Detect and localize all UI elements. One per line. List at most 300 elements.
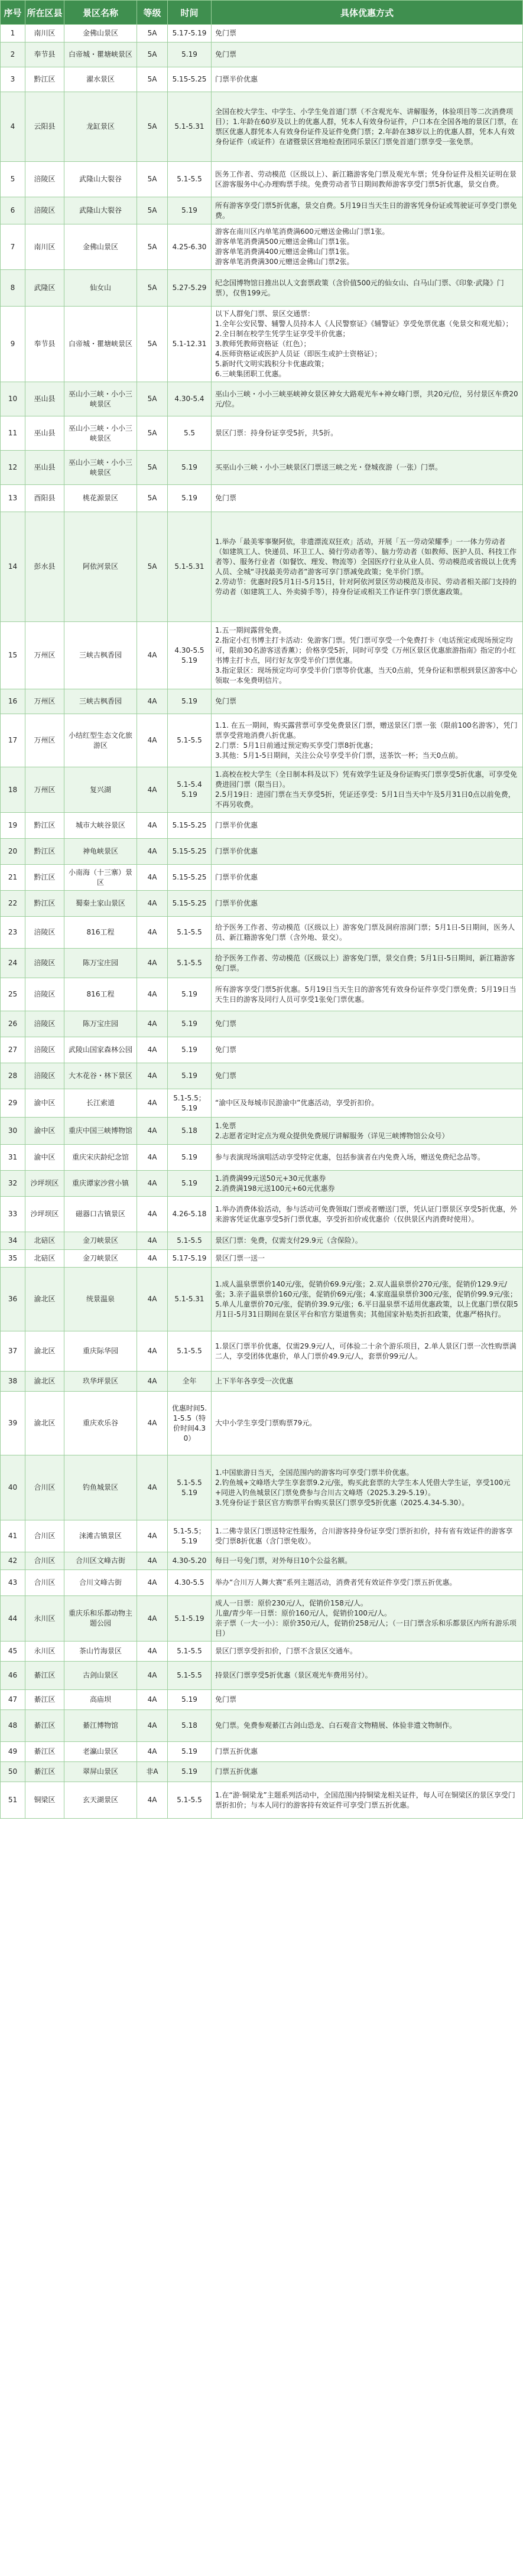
header-district: 所在区县 [25, 1, 64, 25]
cell-scenic-name: 武陵山国家森林公园 [64, 1037, 137, 1063]
cell-discount-detail: 门票半价优惠 [212, 67, 523, 92]
table-row [1, 865, 523, 891]
cell-no: 47 [1, 1690, 25, 1710]
cell-scenic-name: 重庆中国三峡博物馆 [64, 1118, 137, 1145]
cell-time: 5.19 [168, 1063, 212, 1089]
cell-time: 4.30-5.5 5.19 [168, 622, 212, 689]
cell-discount-detail: 买巫山小三峡・小小三峡景区门票送三峡之光・登城夜游（一张）门票。 [212, 451, 523, 485]
header-scenic-name: 景区名称 [64, 1, 137, 25]
cell-time: 5.5 [168, 416, 212, 451]
cell-level: 5A [137, 307, 168, 382]
cell-discount-detail: 1.在“游·铜梁龙”主题系列活动中，全国范围内持铜梁龙相关证件，每人可在铜梁区的景区享受门票折扣价；与本人同行的游客持有效证件可享受门票五折优惠。 [212, 1782, 523, 1819]
cell-level: 5A [137, 512, 168, 622]
cell-district: 渝北区 [25, 1331, 64, 1372]
cell-discount-detail: 免门票。免费参观綦江古剑山恐龙、白石观音文物精展、体验非遗文物制作。 [212, 1710, 523, 1742]
cell-level: 4A [137, 1662, 168, 1690]
cell-time: 5.1-5.5 [168, 1642, 212, 1662]
cell-scenic-name: 涞滩古镇景区 [64, 1520, 137, 1552]
cell-scenic-name: 金刀峡景区 [64, 1232, 137, 1250]
cell-discount-detail: 给予医务工作者、劳动模范（区级以上）游客免门票，景交自费；5月1日-5日期间，新江籍游客免门票。 [212, 949, 523, 978]
cell-scenic-name: 小南海（十三寨）景区 [64, 865, 137, 891]
cell-no: 51 [1, 1782, 25, 1819]
cell-discount-detail: 免门票 [212, 485, 523, 512]
cell-level: 4A [137, 1690, 168, 1710]
cell-scenic-name: 长江索道 [64, 1089, 137, 1118]
cell-no: 12 [1, 451, 25, 485]
cell-level: 4A [137, 1331, 168, 1372]
cell-scenic-name: 巫山小三峡・小小三峡景区 [64, 416, 137, 451]
cell-discount-detail: 景区门票：持身份证享受5折，共5折。 [212, 416, 523, 451]
cell-discount-detail: 巫山小三峡・小小三峡巫峡神女景区神女大路观光车+神女峰门票，共20元/位，另付景区车费20元/位。 [212, 382, 523, 416]
cell-district: 北碚区 [25, 1250, 64, 1268]
cell-discount-detail: 1.中国旅游日当天，全国范围内的游客均可享受门票半价优惠。 2.钓鱼城+文峰塔大学生享套票9.2元/张，购买此套票的大学生本人凭借大学生证，享受100元+同进入钓鱼城景区门票免费参与合川古文峰塔（2025.3.29-5.19）。 3.凭身份证于景区官方购票平台购买景区门票享受5折优惠（2025.4.34-5.30）。 [212, 1455, 523, 1520]
table-row [1, 67, 523, 92]
cell-no: 9 [1, 307, 25, 382]
header-level: 等级 [137, 1, 168, 25]
cell-no: 48 [1, 1710, 25, 1742]
cell-time: 5.15-5.25 [168, 813, 212, 839]
cell-time: 5.19 [168, 451, 212, 485]
table-row [1, 949, 523, 978]
cell-district: 綦江区 [25, 1690, 64, 1710]
cell-no: 26 [1, 1011, 25, 1037]
cell-level: 5A [137, 197, 168, 224]
cell-discount-detail: 全国在校大学生、中学生、小学生免首道门票（不含观光车、讲解服务，体验项目等二次消费项目）；1.年龄在60岁及以上的优惠人群，凭本人有效身份证件，户口本在全国各地的景区门票，在票区优惠人群凭本人有效身份证件及证件免费门票；2.年龄在38岁以上的优惠人群，凭本人有效身份证件（或证件）在诸暨景区营地检查团同乐景区门票免首道门票享受一张免票。 [212, 92, 523, 162]
cell-district: 合川区 [25, 1570, 64, 1596]
cell-discount-detail: “渝中区及每城市民游渝中”优惠活动，享受折扣价。 [212, 1089, 523, 1118]
cell-level: 5A [137, 224, 168, 270]
table-row [1, 1552, 523, 1570]
table-row [1, 197, 523, 224]
cell-scenic-name: 重庆际华园 [64, 1331, 137, 1372]
table-row [1, 714, 523, 767]
cell-discount-detail: 上下半年各享受一次优惠 [212, 1372, 523, 1392]
table-row [1, 25, 523, 43]
table-row [1, 1455, 523, 1520]
cell-level: 4A [137, 1197, 168, 1232]
cell-time: 5.17-5.19 [168, 1250, 212, 1268]
cell-time: 5.19 [168, 1171, 212, 1197]
table-row [1, 1250, 523, 1268]
cell-district: 合川区 [25, 1520, 64, 1552]
cell-discount-detail: 免门票 [212, 1037, 523, 1063]
cell-time: 全年 [168, 1372, 212, 1392]
cell-discount-detail: 门票半价优惠 [212, 865, 523, 891]
cell-scenic-name: 合川文峰古街 [64, 1570, 137, 1596]
table-row [1, 813, 523, 839]
cell-district: 彭水县 [25, 512, 64, 622]
cell-district: 黔江区 [25, 839, 64, 865]
cell-time: 5.1-5.5 [168, 949, 212, 978]
cell-discount-detail: 给予医务工作者、劳动模范（区级以上）游客免门票及洞府溶洞门票；5月1日-5日期间，医务人员、新江籍游客免门票（含外地、景交）。 [212, 917, 523, 949]
table-row [1, 1011, 523, 1037]
cell-time: 5.19 [168, 43, 212, 67]
cell-district: 永川区 [25, 1642, 64, 1662]
cell-time: 5.1-5.5 [168, 1232, 212, 1250]
cell-time: 5.1-5.5 [168, 714, 212, 767]
cell-district: 綦江区 [25, 1762, 64, 1782]
cell-level: 5A [137, 67, 168, 92]
cell-scenic-name: 陈万宝庄园 [64, 949, 137, 978]
cell-level: 4A [137, 1570, 168, 1596]
table-row [1, 1596, 523, 1642]
cell-no: 17 [1, 714, 25, 767]
cell-no: 42 [1, 1552, 25, 1570]
cell-time: 5.1-5.31 [168, 92, 212, 162]
cell-time: 5.19 [168, 1762, 212, 1782]
cell-scenic-name: 三峡古枫香园 [64, 622, 137, 689]
cell-district: 涪陵区 [25, 978, 64, 1011]
cell-scenic-name: 复兴湖 [64, 767, 137, 813]
cell-discount-detail: 所有游客享受门票5折优惠。5月19日当天生日的游客凭有效身份证件享受门票免费；5月19日当天生日的游客及同行人员可享受1张免门票优惠。 [212, 978, 523, 1011]
table-row [1, 1392, 523, 1455]
cell-no: 23 [1, 917, 25, 949]
cell-no: 22 [1, 891, 25, 917]
cell-district: 合川区 [25, 1552, 64, 1570]
cell-time: 5.15-5.25 [168, 891, 212, 917]
cell-level: 5A [137, 485, 168, 512]
cell-scenic-name: 白帝城・瞿塘峡景区 [64, 43, 137, 67]
cell-discount-detail: 1.1. 在五一期间，购买露营票可享受免费景区门票，赠送景区门票一张（限前100名游客），凭门票享受营地消费八折优惠。 2.门票：5月1日前通过预定购买享受门票8折优惠； 3.其他：5月1-5日期间，关注公众号享受半价门票，送茶饮一杯；当天0点前。 [212, 714, 523, 767]
table-row [1, 224, 523, 270]
table-row [1, 767, 523, 813]
table-row [1, 512, 523, 622]
cell-no: 45 [1, 1642, 25, 1662]
table-row [1, 1520, 523, 1552]
cell-level: 4A [137, 1782, 168, 1819]
cell-time: 5.19 [168, 1011, 212, 1037]
cell-no: 4 [1, 92, 25, 162]
cell-no: 3 [1, 67, 25, 92]
cell-district: 涪陵区 [25, 1011, 64, 1037]
cell-scenic-name: 重庆欢乐谷 [64, 1392, 137, 1455]
cell-discount-detail: 门票半价优惠 [212, 891, 523, 917]
cell-time: 5.1-5.5 [168, 1782, 212, 1819]
cell-time: 4.30-5.20 [168, 1552, 212, 1570]
cell-scenic-name: 金刀峡景区 [64, 1250, 137, 1268]
cell-time: 5.19 [168, 1145, 212, 1171]
cell-no: 10 [1, 382, 25, 416]
cell-scenic-name: 816工程 [64, 917, 137, 949]
cell-level: 4A [137, 1089, 168, 1118]
cell-no: 2 [1, 43, 25, 67]
cell-district: 綦江区 [25, 1742, 64, 1762]
cell-level: 4A [137, 1118, 168, 1145]
cell-scenic-name: 武隆山大裂谷 [64, 197, 137, 224]
cell-scenic-name: 金佛山景区 [64, 224, 137, 270]
cell-scenic-name: 高庙坝 [64, 1690, 137, 1710]
cell-no: 41 [1, 1520, 25, 1552]
cell-level: 4A [137, 1145, 168, 1171]
table-row [1, 162, 523, 197]
cell-district: 万州区 [25, 689, 64, 714]
cell-time: 5.18 [168, 1118, 212, 1145]
cell-discount-detail: 参与表演现场演唱活动享受特定优惠，包括参演者在内免费入场，赠送免费纪念品等。 [212, 1145, 523, 1171]
cell-district: 巫山县 [25, 382, 64, 416]
table-row [1, 1570, 523, 1596]
cell-level: 4A [137, 1742, 168, 1762]
cell-discount-detail: 1.消费满99元送50元+30元优惠券 2.消费满198元送100元+60元优惠券 [212, 1171, 523, 1197]
cell-district: 万州区 [25, 714, 64, 767]
cell-level: 4A [137, 1552, 168, 1570]
cell-district: 黔江区 [25, 891, 64, 917]
cell-discount-detail: 医务工作者、劳动模范（区级以上）、新江籍游客免门票及观光车票；凭身份证件及相关证明在景区游客服务中心办理购票手续。免费劳动者节日期间教师游客享受门票5折优惠，景交自费。 [212, 162, 523, 197]
table-header-row [1, 1, 523, 25]
cell-discount-detail: 门票五折优惠 [212, 1742, 523, 1762]
cell-district: 南川区 [25, 25, 64, 43]
table-row [1, 1037, 523, 1063]
cell-no: 50 [1, 1762, 25, 1782]
cell-level: 5A [137, 43, 168, 67]
cell-scenic-name: 816工程 [64, 978, 137, 1011]
cell-district: 渝中区 [25, 1118, 64, 1145]
cell-time: 4.30-5.5 [168, 1570, 212, 1596]
cell-no: 36 [1, 1268, 25, 1331]
table-row [1, 839, 523, 865]
cell-discount-detail: 免门票 [212, 1063, 523, 1089]
cell-discount-detail: 景区门票享受折扣价，门票不含景区交通车。 [212, 1642, 523, 1662]
cell-discount-detail: 大中小学生享受门票购票79元。 [212, 1392, 523, 1455]
cell-district: 綦江区 [25, 1662, 64, 1690]
cell-discount-detail: 免门票 [212, 1011, 523, 1037]
table-row [1, 1197, 523, 1232]
cell-scenic-name: 巫山小三峡・小小三峡景区 [64, 382, 137, 416]
cell-level: 4A [137, 1392, 168, 1455]
cell-district: 云阳县 [25, 92, 64, 162]
cell-scenic-name: 城市大峡谷景区 [64, 813, 137, 839]
table-row [1, 416, 523, 451]
cell-discount-detail: 免门票 [212, 1690, 523, 1710]
cell-level: 5A [137, 416, 168, 451]
cell-level: 5A [137, 92, 168, 162]
cell-no: 8 [1, 270, 25, 307]
cell-time: 5.15-5.25 [168, 67, 212, 92]
cell-no: 13 [1, 485, 25, 512]
table-row [1, 485, 523, 512]
cell-level: 4A [137, 767, 168, 813]
cell-scenic-name: 神龟峡景区 [64, 839, 137, 865]
cell-discount-detail: 1.五一期间露营免费。 2.指定小红书博主打卡活动：免游客门票。凭门票可享受一个免费打卡（电话预定或现场预定均可，限前30名游客送香薰）；价格享受5折，同时可享受《万州区景区优惠旅游指南》指定的小红书博主打卡点，同行好友享受半价门票优惠。 3.指定景区：现场预定均可享受半价门票等价优惠，当天0点前，凭身份证和票根到景区游客中心领取一本免费明信片。 [212, 622, 523, 689]
table-row [1, 43, 523, 67]
cell-time: 5.27-5.29 [168, 270, 212, 307]
cell-scenic-name: 綦江博物馆 [64, 1710, 137, 1742]
cell-no: 14 [1, 512, 25, 622]
cell-time: 5.19 [168, 485, 212, 512]
cell-no: 46 [1, 1662, 25, 1690]
cell-district: 合川区 [25, 1455, 64, 1520]
table-row [1, 1710, 523, 1742]
cell-scenic-name: 龙缸景区 [64, 92, 137, 162]
cell-scenic-name: 濯水景区 [64, 67, 137, 92]
cell-time: 5.1-5.5 [168, 1331, 212, 1372]
table-row [1, 622, 523, 689]
cell-time: 5.1-5.5 [168, 162, 212, 197]
cell-level: 4A [137, 978, 168, 1011]
cell-scenic-name: 小结红型生态文化旅游区 [64, 714, 137, 767]
cell-level: 4A [137, 714, 168, 767]
cell-no: 37 [1, 1331, 25, 1372]
table-row [1, 1171, 523, 1197]
cell-discount-detail: 1.成人温泉票票价140元/张，促销价69.9元/张；2.双人温泉票价270元/张，促销价129.9元/张；3.亲子温泉票价160元/张，促销价69元/张；4.家庭温泉票价300元/张，促销价99.9元/张；5.单人儿童票价70元/张，促销价39.9元/张；6.平日温泉票不适用优惠政策，以上优惠门票仅限5月1日-5月31日期间在景区平台和官方渠道售卖；其他国家补贴类折扣政策，优惠严格执行。 [212, 1268, 523, 1331]
cell-level: 4A [137, 1250, 168, 1268]
table-row [1, 1145, 523, 1171]
cell-discount-detail: 以下人群免门票、景区交通票： 1.全年公安民警、辅警人员持本人《人民警察证》《辅警证》享受免票优惠（免景交和观光船）； 2.全日制在校学生凭学生证享受半价优惠； 3.教师凭教师资格证（红色）； 4.医师资格证或医护人员证（即医生或护士资格证）； 5.新时代文明实践积分卡优惠政策； 6.三峡集团职工优惠。 [212, 307, 523, 382]
header-time: 时间 [168, 1, 212, 25]
cell-scenic-name: 玄天湖景区 [64, 1782, 137, 1819]
cell-no: 44 [1, 1596, 25, 1642]
cell-time: 5.19 [168, 197, 212, 224]
cell-no: 5 [1, 162, 25, 197]
cell-time: 优惠时间5.1-5.5（特价时间4.30） [168, 1392, 212, 1455]
cell-discount-detail: 门票五折优惠 [212, 1762, 523, 1782]
cell-scenic-name: 重庆乐和乐都动物主题公园 [64, 1596, 137, 1642]
cell-discount-detail: 1.景区门票半价优惠，仅需29.9元/人，可体验二十余个游乐项目，2.单人景区门票一次性购票满二人，享受团体优惠价，单人门票价49.9元/人，套票价99元/人。 [212, 1331, 523, 1372]
cell-level: 4A [137, 1596, 168, 1642]
table-row [1, 1782, 523, 1819]
cell-discount-detail: 纪念国博物馆日推出以人文套票政策（含价值500元的仙女山、白马山门票、《印象·武隆》门票），仅售199元。 [212, 270, 523, 307]
cell-level: 4A [137, 949, 168, 978]
cell-discount-detail: 景区门票：免费，仅需支付29.9元（含保险）。 [212, 1232, 523, 1250]
cell-scenic-name: 武隆山大裂谷 [64, 162, 137, 197]
cell-time: 5.15-5.25 [168, 865, 212, 891]
cell-no: 35 [1, 1250, 25, 1268]
cell-district: 渝北区 [25, 1372, 64, 1392]
cell-time: 5.19 [168, 1037, 212, 1063]
cell-time: 5.1-12.31 [168, 307, 212, 382]
cell-discount-detail: 1.举办消费体验活动，参与活动可免费领取门票或者赠送门票，凭认证门票景区享受5折优惠，外来游客凭证优惠享受5折门票优惠，享受折扣价或优惠价（仅供景区内消费时使用）。 [212, 1197, 523, 1232]
cell-scenic-name: 茶山竹海景区 [64, 1642, 137, 1662]
cell-discount-detail: 1.高校在校大学生（全日制本科及以下）凭有效学生证及身份证购买门票享受5折优惠，可享受免费进园门票（限当日）。 2.5月19日：进园门票在当天享受5折，凭证还享受：5月1日当天中午及5月31日0点以前免费，不再另收费。 [212, 767, 523, 813]
cell-scenic-name: 翠屏山景区 [64, 1762, 137, 1782]
cell-district: 沙坪坝区 [25, 1197, 64, 1232]
cell-level: 4A [137, 865, 168, 891]
cell-level: 4A [137, 622, 168, 689]
cell-level: 4A [137, 1455, 168, 1520]
cell-time: 5.1-5.19 [168, 1596, 212, 1642]
cell-time: 5.1-5.5；5.19 [168, 1520, 212, 1552]
cell-district: 涪陵区 [25, 162, 64, 197]
cell-district: 永川区 [25, 1596, 64, 1642]
cell-district: 綦江区 [25, 1710, 64, 1742]
cell-no: 43 [1, 1570, 25, 1596]
cell-no: 15 [1, 622, 25, 689]
cell-district: 渝中区 [25, 1145, 64, 1171]
cell-scenic-name: 合川区文峰古街 [64, 1552, 137, 1570]
cell-scenic-name: 金佛山景区 [64, 25, 137, 43]
cell-level: 4A [137, 689, 168, 714]
cell-discount-detail: 举办“合川万人舞大赛”系列主题活动，消费者凭有效证件享受门票五折优惠。 [212, 1570, 523, 1596]
cell-district: 南川区 [25, 224, 64, 270]
table-row [1, 1662, 523, 1690]
cell-time: 5.18 [168, 1710, 212, 1742]
table-row [1, 1232, 523, 1250]
table-row [1, 917, 523, 949]
cell-district: 武隆区 [25, 270, 64, 307]
header-no: 序号 [1, 1, 25, 25]
cell-district: 黔江区 [25, 865, 64, 891]
table-row [1, 689, 523, 714]
cell-level: 4A [137, 1063, 168, 1089]
cell-level: 4A [137, 1642, 168, 1662]
table-row [1, 1642, 523, 1662]
cell-discount-detail: 1.举办「最美零事聚阿依，非遗漂流双狂欢」活动，开展「五一劳动荣耀季」一一体力劳动者（如建筑工人、快递员、环卫工人、骑行劳动者等）、脑力劳动者（如教师、医护人员、科技工作者等）、服务行业者（如餐饮、理发、物流等）全国医疗行业从业人员、劳动模范或省级以上优秀人员、全城“寻找最美劳动者”游客可享门票减免政策；免半价门票。 2.劳动节：优惠时段5月1日-5月15日，针对阿依河景区劳动模范及市民、劳动者相关部门支持的劳动者（如建筑工人、外卖骑手等），持身份证或相关工作证件享门票优惠政策。 [212, 512, 523, 622]
cell-discount-detail: 所有游客享受门票5折优惠，景交自费。5月19日当天生日的游客凭身份证或驾驶证可享受门票免费。 [212, 197, 523, 224]
cell-level: 5A [137, 451, 168, 485]
cell-scenic-name: 磁器口古镇景区 [64, 1197, 137, 1232]
cell-no: 18 [1, 767, 25, 813]
cell-district: 酉阳县 [25, 485, 64, 512]
cell-discount-detail: 免门票 [212, 689, 523, 714]
cell-no: 38 [1, 1372, 25, 1392]
cell-level: 4A [137, 1520, 168, 1552]
cell-scenic-name: 仙女山 [64, 270, 137, 307]
cell-discount-detail: 每日一号免门票，对外每日10个公益名额。 [212, 1552, 523, 1570]
cell-district: 铜梁区 [25, 1782, 64, 1819]
cell-level: 4A [137, 1268, 168, 1331]
cell-scenic-name: 重庆宋庆龄纪念馆 [64, 1145, 137, 1171]
cell-district: 涪陵区 [25, 917, 64, 949]
cell-no: 25 [1, 978, 25, 1011]
cell-level: 4A [137, 1011, 168, 1037]
cell-scenic-name: 巫山小三峡・小小三峡景区 [64, 451, 137, 485]
cell-discount-detail: 1.免票 2.志愿者定时定点为观众提供免费展厅讲解服务（详见三峡博物馆公众号） [212, 1118, 523, 1145]
cell-time: 5.1-5.5 5.19 [168, 1455, 212, 1520]
cell-level: 5A [137, 270, 168, 307]
cell-district: 巫山县 [25, 416, 64, 451]
cell-discount-detail: 景区门票一送一 [212, 1250, 523, 1268]
cell-no: 20 [1, 839, 25, 865]
cell-time: 5.19 [168, 689, 212, 714]
cell-scenic-name: 玖华坪景区 [64, 1372, 137, 1392]
table-row [1, 1762, 523, 1782]
cell-no: 24 [1, 949, 25, 978]
cell-district: 渝北区 [25, 1392, 64, 1455]
cell-time: 5.17-5.19 [168, 25, 212, 43]
cell-discount-detail: 1.二佛寺景区门票送特定性服务，合川游客持身份证享受门票折扣价，持有省有效证件的游客享受门票8折优惠（含门票免收）。 [212, 1520, 523, 1552]
cell-level: 5A [137, 25, 168, 43]
table-row [1, 1063, 523, 1089]
cell-district: 涪陵区 [25, 197, 64, 224]
cell-scenic-name: 大木花谷・林下景区 [64, 1063, 137, 1089]
cell-district: 黔江区 [25, 813, 64, 839]
cell-time: 5.1-5.4 5.19 [168, 767, 212, 813]
cell-district: 黔江区 [25, 67, 64, 92]
cell-scenic-name: 陈万宝庄园 [64, 1011, 137, 1037]
cell-time: 5.1-5.5 [168, 917, 212, 949]
cell-scenic-name: 老瀛山景区 [64, 1742, 137, 1762]
cell-district: 涪陵区 [25, 949, 64, 978]
cell-level: 4A [137, 917, 168, 949]
cell-no: 39 [1, 1392, 25, 1455]
cell-time: 5.15-5.25 [168, 839, 212, 865]
cell-district: 涪陵区 [25, 1037, 64, 1063]
cell-discount-detail: 免门票 [212, 25, 523, 43]
cell-level: 4A [137, 813, 168, 839]
cell-time: 5.19 [168, 1742, 212, 1762]
cell-scenic-name: 重庆谭家沙营小镇 [64, 1171, 137, 1197]
cell-scenic-name: 三峡古枫香园 [64, 689, 137, 714]
cell-discount-detail: 成人一日票：原价230元/人，促销价158元/人。 儿童/青少年一日票：原价160元/人，促销价100元/人。 亲子票（一大一小）：原价350元/人，促销价258元/人；（一日门票含乐和乐都景区内所有游乐项目） [212, 1596, 523, 1642]
cell-level: 5A [137, 382, 168, 416]
table-row [1, 1118, 523, 1145]
cell-level: 4A [137, 839, 168, 865]
cell-scenic-name: 钓鱼城景区 [64, 1455, 137, 1520]
cell-level: 5A [137, 162, 168, 197]
cell-district: 渝北区 [25, 1268, 64, 1331]
cell-level: 非A [137, 1762, 168, 1782]
cell-level: 4A [137, 1232, 168, 1250]
table-row [1, 451, 523, 485]
